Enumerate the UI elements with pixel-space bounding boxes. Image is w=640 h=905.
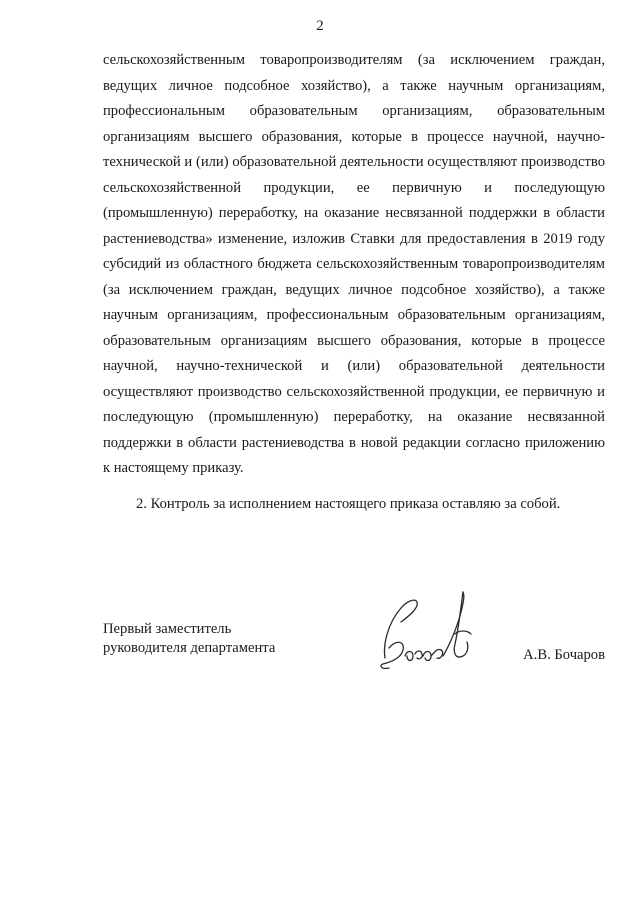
- signer-position-line-1: Первый заместитель: [103, 621, 232, 637]
- handwritten-signature: [371, 586, 491, 686]
- signature-block: [103, 620, 605, 690]
- signer-name: А.В. Бочаров: [523, 647, 605, 663]
- signer-position-line-2: руководителя департамента: [103, 640, 276, 656]
- page-number: 2: [316, 18, 324, 34]
- body-paragraph-continuation: сельскохозяйственным товаропроизводителям (за исключением граждан, ведущих личное подсобное хозяйство), а также научным организациям, профессиональным образовательным организациям, образовательным организациям высшего образования, которые в процессе научной, научно-технической и (или) образовательной деятельности осуществляют производство сельскохозяйственной продукции, ее первичную и последующую (промышленную) переработку, на оказание несвязанной поддержки в области растениеводства» изменение, изложив Ставки для предоставления в 2019 году субсидий из областного бюджета сельскохозяйственным товаропроизводителям (за исключением граждан, ведущих личное подсобное хозяйство), а также научным организациям, профессиональным образовательным организациям, образовательным организациям высшего образования, которые в процессе научной, научно-технической и (или) образовательной деятельности осуществляют производство сельскохозяйственной продукции, ее первичную и последующую (промышленную) переработку, на оказание несвязанной поддержки в области растениеводства в новой редакции согласно приложению к настоящему приказу.: [103, 52, 605, 476]
- document-body: [103, 48, 605, 517]
- signer-position: [103, 620, 275, 658]
- body-paragraph-control-clause: 2. Контроль за исполнением настоящего приказа оставляю за собой.: [136, 495, 561, 512]
